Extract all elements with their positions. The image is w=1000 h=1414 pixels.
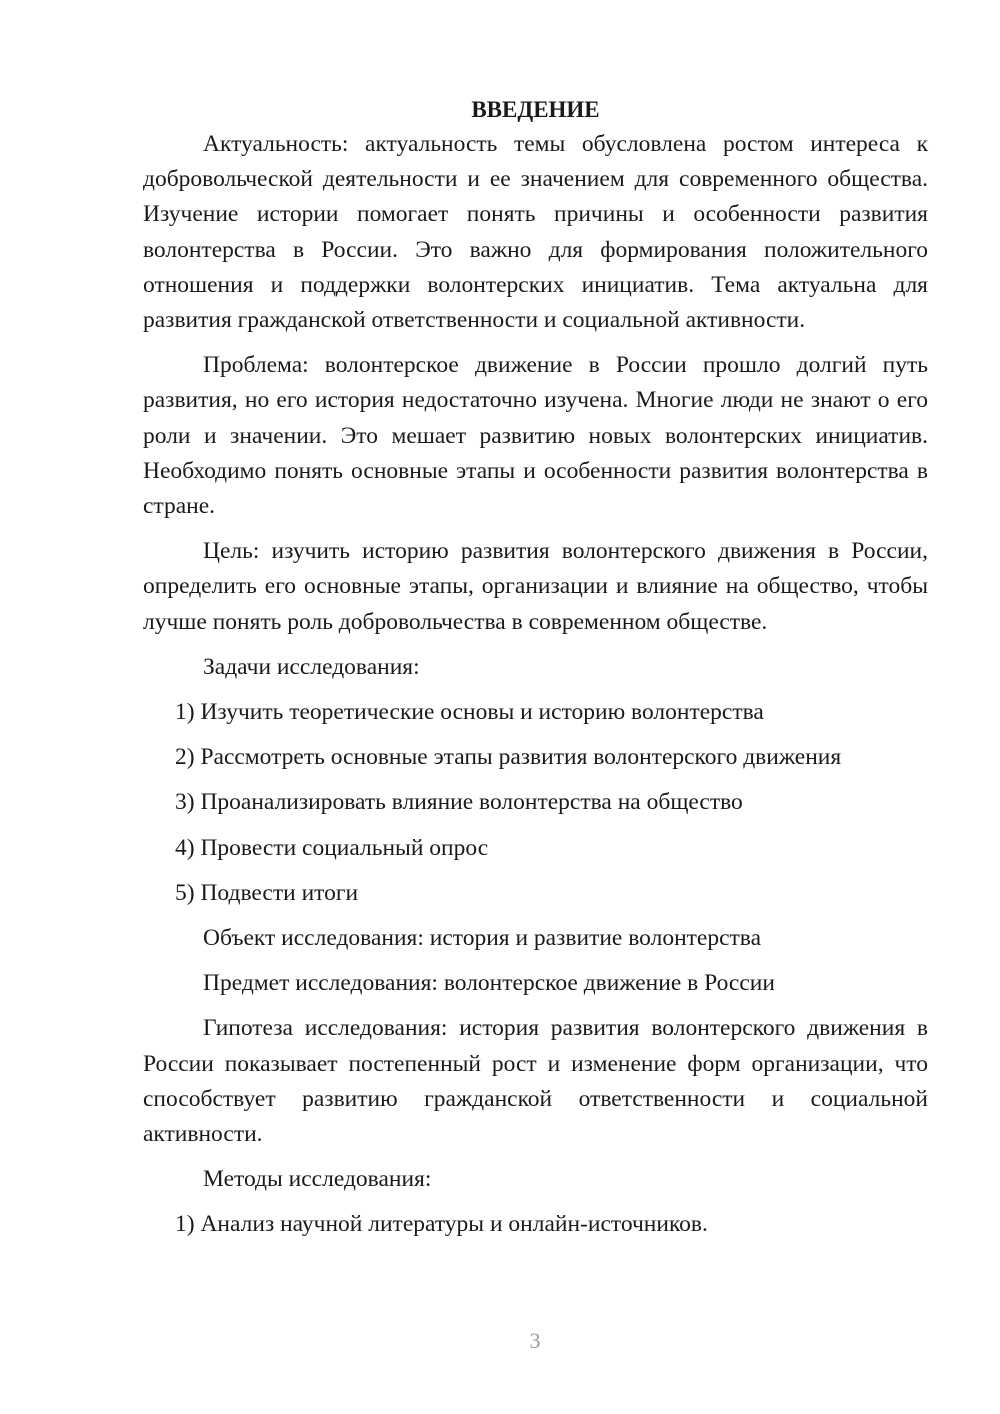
- task-item: 1) Изучить теоретические основы и историю волонтерства: [175, 699, 764, 726]
- hypothesis-paragraph: Гипотеза исследования: история развития волонтерского движения в России показывает постепенный рост и изменение форм организации, что способствует развитию гражданской ответственности и социальной активности.: [143, 1015, 928, 1148]
- methods-heading: Методы исследования:: [203, 1166, 432, 1193]
- task-item: 3) Проанализировать влияние волонтерства на общество: [175, 789, 743, 816]
- method-item: 1) Анализ научной литературы и онлайн-источников.: [175, 1211, 708, 1238]
- research-subject: Предмет исследования: волонтерское движение в России: [203, 970, 775, 997]
- task-item: 5) Подвести итоги: [175, 879, 359, 906]
- problem-paragraph: Проблема: волонтерское движение в России прошло долгий путь развития, но его история недостаточно изучена. Многие люди не знают о его роли и значении. Это мешает развитию новых волонтерских инициатив. Необходимо понять основные этапы и особенности развития волонтерства в стране.: [143, 352, 928, 520]
- task-item: 4) Провести социальный опрос: [175, 834, 489, 861]
- task-item: 2) Рассмотреть основные этапы развития волонтерского движения: [175, 744, 842, 771]
- page-content: [143, 92, 928, 1253]
- research-object: Объект исследования: история и развитие волонтерства: [203, 925, 762, 952]
- section-title: ВВЕДЕНИЕ: [471, 97, 600, 122]
- tasks-heading: Задачи исследования:: [203, 653, 420, 680]
- page-number: 3: [529, 1328, 541, 1353]
- goal-paragraph: Цель: изучить историю развития волонтерского движения в России, определить его основные этапы, организации и влияние на общество, чтобы лучше понять роль добровольчества в современном обществе.: [143, 538, 928, 635]
- relevance-paragraph: Актуальность: актуальность темы обусловлена ростом интереса к добровольческой деятельности и ее значением для современного общества. Изучение истории помогает понять причины и особенности развития волонтерства в России. Это важно для формирования положительного отношения и поддержки волонтерских инициатив. Тема актуальна для развития гражданской ответственности и социальной активности.: [143, 131, 928, 334]
